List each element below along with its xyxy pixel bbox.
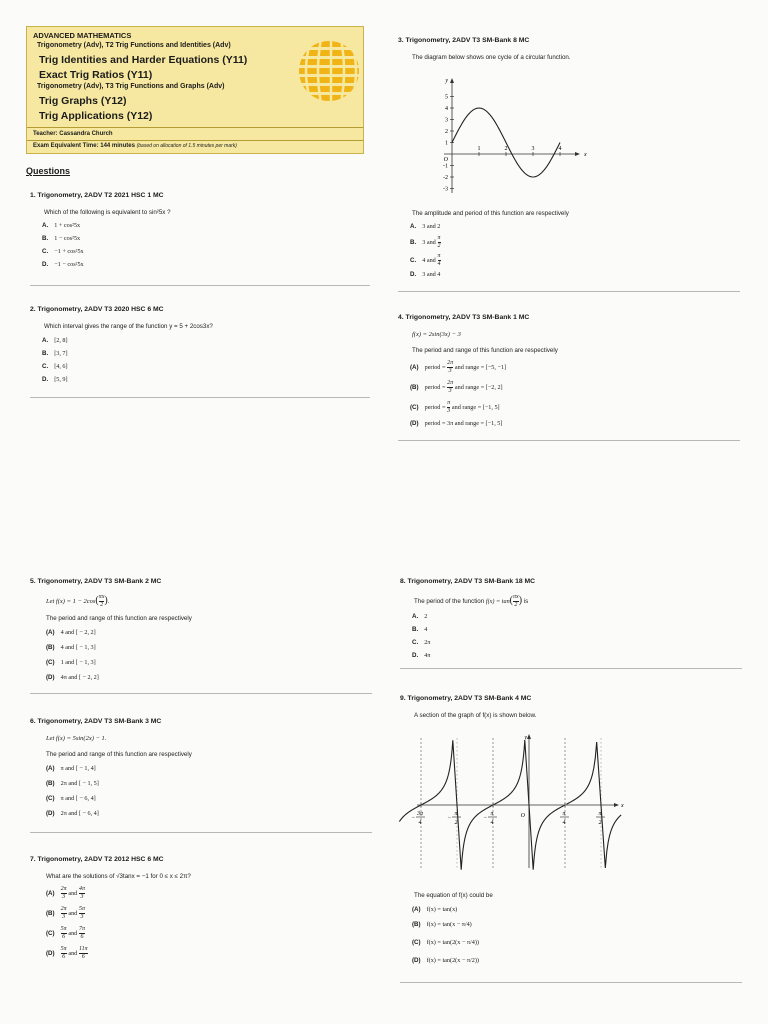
axis-ticks [412,803,605,826]
sine-curve [452,108,560,177]
option-text: f(x) = tan(2(x − π/2)) [426,957,479,964]
option-text: [5, 9] [54,376,68,383]
fraction-numerator: 2π [60,906,67,912]
option-c[interactable] [410,253,441,271]
question-4-heading: 4. Trigonometry, 2ADV T3 SM-Bank 1 MC [398,314,530,321]
fraction [447,380,453,395]
y-axis-label: y [524,735,527,741]
question-divider [400,668,742,669]
option-text: 4 and [422,257,436,265]
y-tick-label: -2 [443,175,448,181]
topic-line-2: Trigonometry (Adv), T3 Trig Functions and Graphs (Adv) [37,83,225,90]
option-label: (A) [410,364,419,372]
option-d[interactable] [412,957,479,975]
header-divider [27,140,363,141]
tick-sign: − [411,815,415,821]
tick-numerator: π [598,811,602,817]
fraction [61,886,67,901]
x-tick-label: 3 [531,146,535,152]
question-divider [400,982,742,983]
tick-numerator: 3π [416,811,424,817]
tick-denominator: 4 [418,820,422,826]
option-label: C. [410,257,417,265]
option-label: (A) [46,629,55,636]
option-d[interactable] [410,271,441,283]
question-4-options [410,360,506,434]
y-tick-label: 1 [445,140,448,147]
option-label: C. [412,639,419,646]
fraction-numerator: πx [513,594,519,600]
option-b[interactable] [46,906,88,926]
fraction-numerator: 2π [60,886,67,892]
option-label: D. [42,376,49,383]
option-text: f(x) = tan(2(x − π/4)) [426,939,479,946]
y-tick-label: 4 [445,106,448,112]
option-text: 1 + cos²5x [54,222,81,229]
question-4-function: f(x) = 2sin(3x) − 3 [412,331,461,338]
option-text: 4π [424,652,431,659]
paren: ( [509,595,514,607]
option-text: 3 and 4 [422,271,441,278]
x-tick-label: 4 [558,146,562,152]
fraction-numerator: π [437,253,441,259]
option-text: period = [424,404,446,412]
fraction-denominator: 3 [80,894,84,900]
option-text: 4π and [ − 2, 2] [60,674,99,681]
question-2-options [42,337,68,389]
option-text: 3 and [422,239,436,247]
question-7-heading: 7. Trigonometry, 2ADV T2 2012 HSC 6 MC [30,856,164,863]
question-9-prompt: The equation of f(x) could be [414,892,493,899]
tick-numerator: π [562,811,566,817]
topic-title-2: Exact Trig Ratios (Y11) [39,69,153,81]
teacher-name: Teacher: Cassandra Church [33,131,113,137]
question-1-heading: 1. Trigonometry, 2ADV T2 2021 HSC 1 MC [30,192,164,199]
fraction [79,906,85,921]
option-label: A. [412,613,419,620]
fraction-denominator: 3 [447,408,451,414]
tick-denominator: 4 [562,820,566,826]
option-text: 4 and [ − 2, 2] [60,629,96,636]
option-label: (B) [46,910,55,918]
tick-denominator: 2 [454,820,458,826]
option-text: and range = [−1, 5] [451,404,500,412]
fraction-denominator: 3 [80,914,84,920]
option-a[interactable] [46,886,88,906]
option-label: (D) [46,950,55,958]
option-c[interactable] [46,795,99,810]
option-b[interactable] [46,780,99,795]
question-5-options [46,629,99,689]
sine-graph [418,76,588,196]
fraction-denominator: 6 [62,934,66,940]
function-text: Let f(x) = 1 − 2cos [46,597,96,605]
option-label: (A) [412,906,421,913]
option-label: A. [410,223,417,230]
fraction [79,946,88,961]
question-3-prompt: The amplitude and period of this function are respectively [412,210,569,217]
header-box [26,26,364,154]
fraction-denominator: 3 [62,914,66,920]
option-text: 1 and [ − 1, 3] [60,659,96,666]
tick-denominator: 4 [490,820,494,826]
fraction [79,926,85,941]
question-6-options [46,765,99,825]
option-d[interactable] [46,946,88,966]
question-2-heading: 2. Trigonometry, 2ADV T3 2020 HSC 6 MC [30,306,164,313]
option-text: 2π [424,639,431,646]
fraction-numerator: 4π [79,886,86,892]
tick-sign: − [483,815,487,821]
option-text: period = [424,364,446,372]
option-label: (C) [46,659,55,666]
question-7-options [46,886,88,966]
header-divider [27,127,363,128]
option-b[interactable] [412,626,430,639]
fraction-denominator: 6 [79,953,88,961]
option-a[interactable] [46,629,99,644]
topic-title-1: Trig Identities and Harder Equations (Y11) [39,54,248,66]
paren: ) [518,595,523,607]
option-label: D. [42,261,49,268]
question-8-options [412,613,430,665]
y-axis-arrow-icon [450,78,454,83]
section-heading: Questions [26,166,71,176]
question-3-text: The diagram below shows one cycle of a circular function. [412,54,571,61]
exam-time [33,143,237,149]
question-1-text: Which of the following is equivalent to sin²5x ? [44,209,171,216]
question-5-heading: 5. Trigonometry, 2ADV T3 SM-Bank 2 MC [30,578,162,585]
tick-numerator: π [454,811,458,817]
y-tick-label: 3 [445,117,448,124]
option-label: A. [42,222,49,229]
option-label: C. [42,248,49,255]
option-c[interactable] [42,248,84,261]
option-b[interactable] [42,350,68,363]
axis-ticks [443,95,562,193]
y-tick-label: -1 [443,163,448,170]
option-text: [2, 8] [54,337,68,344]
fraction [79,886,85,901]
fraction-denominator: 4 [437,261,441,267]
option-label: B. [410,239,417,247]
option-d[interactable] [42,261,84,274]
question-text: is [523,598,529,606]
option-label: (D) [46,810,55,817]
fraction-numerator: π [447,400,451,406]
x-axis-label: x [584,152,587,158]
option-c[interactable] [412,639,430,652]
question-divider [30,693,372,694]
option-text: 4 [424,626,428,633]
option-label: (D) [410,420,419,427]
option-label: (D) [46,674,55,681]
option-b[interactable] [410,235,441,253]
question-9-text: A section of the graph of f(x) is shown below. [414,712,537,719]
option-text: [4, 6] [54,363,68,370]
question-divider [398,291,740,292]
function-text: f(x) = tan [485,598,510,606]
option-label: (A) [46,890,55,898]
fraction [447,400,450,415]
and-word: and [68,950,78,958]
tick-denominator: 2 [598,820,602,826]
y-axis-label: y [445,78,448,84]
option-text: 2 [424,613,428,620]
option-d[interactable] [412,652,430,665]
option-text: f(x) = tan(x − π/4) [426,921,472,928]
question-5-function: Let f(x) = 1 − 2cos( $\frac{\pi x}{2}$ ). [46,594,110,608]
tick-numerator: π [490,811,494,817]
option-b[interactable] [46,644,99,659]
option-c[interactable] [42,363,68,376]
origin-label: O [443,157,448,163]
fraction-numerator: 5π [60,926,67,932]
question-divider [30,285,370,286]
x-axis-arrow-icon [575,152,580,156]
option-text: f(x) = tan(x) [426,906,458,913]
fraction-numerator: 5π [79,906,86,912]
option-text: 1 − cos²5x [54,235,81,242]
y-tick-label: 2 [445,129,448,135]
fraction-denominator: 3 [62,894,66,900]
option-c[interactable] [46,926,88,946]
question-9-heading: 9. Trigonometry, 2ADV T3 SM-Bank 4 MC [400,695,532,702]
question-7-text: What are the solutions of √3tanx = −1 for 0 ≤ x ≤ 2π? [46,873,191,880]
option-c[interactable] [46,659,99,674]
fraction-denominator: 6 [80,934,84,940]
exam-time-note: (based on allocation of 1.5 minutes per mark) [136,143,237,149]
question-4-prompt: The period and range of this function are respectively [412,347,558,354]
option-d[interactable] [42,376,68,389]
tan-graph [412,730,632,872]
option-a[interactable] [46,765,99,780]
option-text: 3 and 2 [422,223,441,230]
tick-sign: − [447,815,451,821]
option-label: B. [42,350,49,357]
topic-title-3: Trig Graphs (Y12) [39,95,127,107]
fraction-numerator: 5π [60,946,67,952]
option-label: (B) [46,780,55,787]
fraction-numerator: 7π [79,926,86,932]
fraction [61,946,67,961]
option-text: −1 + cos²5x [54,248,84,255]
and-word: and [68,930,78,938]
origin-label: O [520,813,525,819]
option-label: (A) [46,765,55,772]
option-a[interactable] [412,613,430,626]
option-label: (C) [46,930,55,938]
fraction-numerator: 11π [79,946,88,952]
option-label: D. [410,271,417,278]
option-label: D. [412,652,419,659]
option-label: A. [42,337,49,344]
x-tick-label: 2 [504,146,508,152]
paren: ( [95,594,99,606]
question-3-options [410,223,441,283]
option-text: period = [424,384,446,392]
exam-time-value: Exam Equivalent Time: 144 minutes [33,143,135,149]
option-b[interactable] [42,235,84,248]
question-6-function: Let f(x) = 5sin(2x) − 1. [46,735,107,742]
option-label: (C) [46,795,55,802]
globe-logo-icon [297,31,361,121]
fraction [447,360,453,375]
option-label: C. [42,363,49,370]
question-5-prompt: The period and range of this function are respectively [46,615,192,622]
option-text: π and [ − 6, 4] [60,795,96,802]
option-text: π and [ − 1, 4] [60,765,96,772]
question-9-options [412,906,479,975]
y-tick-label: 5 [445,94,448,101]
fraction [61,926,67,941]
fraction [61,906,67,921]
option-a[interactable] [42,337,68,350]
option-a[interactable] [410,360,506,380]
option-text: 4 and [ − 1, 3] [60,644,96,651]
fraction-denominator: 2 [514,602,518,608]
fraction-denominator: 2 [100,602,104,608]
fraction-numerator: πx [98,594,105,600]
paren: ) [104,594,108,606]
option-text: [3, 7] [54,350,68,357]
option-d[interactable] [410,420,506,434]
question-8-heading: 8. Trigonometry, 2ADV T3 SM-Bank 18 MC [400,578,536,585]
x-axis-label: x [621,803,624,809]
question-2-text: Which interval gives the range of the function y = 5 + 2cos3x? [44,323,213,330]
topic-title-4: Trig Applications (Y12) [39,110,153,122]
fraction-denominator: 6 [62,954,66,960]
option-a[interactable] [42,222,84,235]
option-label: (B) [46,644,55,651]
option-a[interactable] [410,223,441,235]
option-text: and range = [−2, 2] [454,384,503,392]
option-label: (D) [412,957,421,964]
and-word: and [68,910,78,918]
option-label: (B) [410,384,419,392]
option-c[interactable] [412,939,479,957]
option-label: (C) [412,939,421,946]
option-a[interactable] [412,906,479,921]
y-axis-arrow-icon [527,734,531,739]
fraction-denominator: 3 [448,368,452,374]
x-axis-arrow-icon [614,803,619,807]
question-3-heading: 3. Trigonometry, 2ADV T3 SM-Bank 8 MC [398,37,530,44]
subject-title: ADVANCED MATHEMATICS [33,31,132,40]
x-tick-label: 1 [477,146,481,152]
question-6-prompt: The period and range of this function are respectively [46,751,192,758]
option-d[interactable] [46,674,99,689]
option-b[interactable] [412,921,479,939]
fraction [438,253,441,268]
option-label: (C) [410,404,419,412]
option-c[interactable] [410,400,506,420]
option-label: B. [42,235,49,242]
question-text: The period of the function [414,598,485,606]
option-label: B. [412,626,419,633]
topic-line-1: Trigonometry (Adv), T2 Trig Functions and Identities (Adv) [37,42,231,49]
fraction [438,235,441,250]
fraction-numerator: 2π [447,360,454,366]
question-divider [30,397,370,398]
question-divider [398,440,740,441]
question-6-heading: 6. Trigonometry, 2ADV T3 SM-Bank 3 MC [30,718,162,725]
option-d[interactable] [46,810,99,825]
option-text: 2π and [ − 6, 4] [60,810,99,817]
option-label: (B) [412,921,421,928]
option-text: period = 3π and range = [−1, 5] [424,420,503,427]
question-divider [30,832,372,833]
and-word: and [68,890,78,898]
option-text: −1 − cos²5x [54,261,84,268]
option-text: and range = [−5, −1] [454,364,507,372]
fraction-numerator: π [437,235,441,241]
y-tick-label: -3 [443,186,448,193]
fraction-denominator: 2 [437,243,441,249]
fraction-numerator: 2π [447,380,454,386]
fraction-denominator: 3 [448,388,452,394]
option-b[interactable] [410,380,506,400]
option-text: 2π and [ − 1, 5] [60,780,99,787]
question-1-options [42,222,84,274]
question-8-text [414,594,528,609]
